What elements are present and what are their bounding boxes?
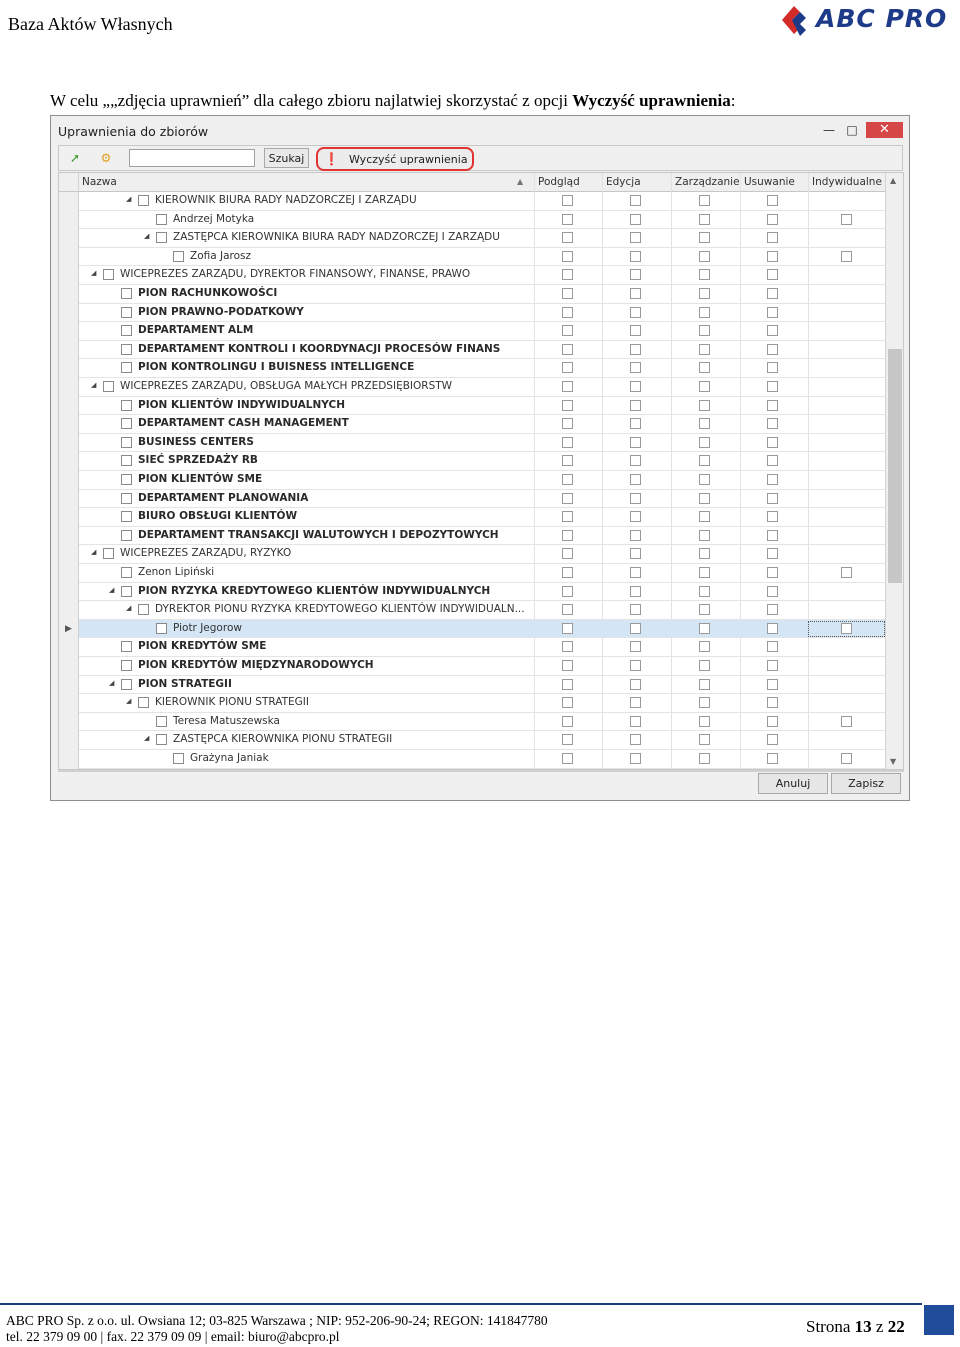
- permission-preview-checkbox[interactable]: [562, 381, 573, 392]
- row-checkbox[interactable]: [156, 214, 167, 225]
- clear-permissions-button[interactable]: [316, 147, 474, 171]
- permission-edit-checkbox[interactable]: [630, 623, 641, 634]
- row-name: DEPARTAMENT CASH MANAGEMENT: [138, 417, 349, 430]
- permission-manage-checkbox[interactable]: [699, 325, 710, 336]
- dialog-title: Uprawnienia do zbiorów: [58, 124, 209, 139]
- permission-edit-checkbox[interactable]: [630, 381, 641, 392]
- permission-preview-checkbox[interactable]: [562, 232, 573, 243]
- row-checkbox[interactable]: [121, 418, 132, 429]
- permission-delete-checkbox[interactable]: [767, 604, 778, 615]
- permission-preview-checkbox[interactable]: [562, 307, 573, 318]
- permission-edit-checkbox[interactable]: [630, 511, 641, 522]
- abc-pro-logo: [778, 2, 950, 38]
- permission-delete-checkbox[interactable]: [767, 214, 778, 225]
- page-current: 13: [854, 1317, 872, 1336]
- current-row-indicator-icon: ▶: [65, 624, 72, 634]
- column-header-name[interactable]: Nazwa: [78, 173, 534, 191]
- row-name: Piotr Jegorow: [173, 621, 242, 634]
- permission-manage-checkbox[interactable]: [699, 493, 710, 504]
- permission-preview-checkbox[interactable]: [562, 362, 573, 373]
- permission-edit-checkbox[interactable]: [630, 307, 641, 318]
- table-row[interactable]: [79, 434, 885, 453]
- table-row[interactable]: [79, 415, 885, 434]
- search-button[interactable]: Szukaj: [264, 148, 309, 168]
- expand-toggle-icon[interactable]: ◢: [91, 269, 97, 278]
- permission-edit-checkbox[interactable]: [630, 586, 641, 597]
- permission-delete-checkbox[interactable]: [767, 548, 778, 559]
- row-checkbox[interactable]: [156, 734, 167, 745]
- permission-preview-checkbox[interactable]: [562, 325, 573, 336]
- row-selector-column: [59, 173, 79, 770]
- permission-manage-checkbox[interactable]: [699, 586, 710, 597]
- permission-preview-checkbox[interactable]: [562, 530, 573, 541]
- row-checkbox[interactable]: [121, 400, 132, 411]
- permission-delete-checkbox[interactable]: [767, 511, 778, 522]
- permission-preview-checkbox[interactable]: [562, 716, 573, 727]
- permission-delete-checkbox[interactable]: [767, 586, 778, 597]
- permission-manage-checkbox[interactable]: [699, 381, 710, 392]
- permission-manage-checkbox[interactable]: [699, 753, 710, 764]
- table-row[interactable]: [79, 750, 885, 769]
- permission-manage-checkbox[interactable]: [699, 214, 710, 225]
- intro-bold-option: Wyczyść uprawnienia: [572, 91, 731, 110]
- expand-toggle-icon[interactable]: ◢: [91, 548, 97, 557]
- permission-edit-checkbox[interactable]: [630, 567, 641, 578]
- row-checkbox[interactable]: [156, 623, 167, 634]
- dialog-toolbar: [58, 145, 903, 171]
- row-name: Grażyna Janiak: [190, 752, 269, 764]
- permission-manage-checkbox[interactable]: [699, 437, 710, 448]
- permission-preview-checkbox[interactable]: [562, 753, 573, 764]
- column-header-individual[interactable]: Indywidualne: [808, 173, 885, 191]
- eraser-icon: ❗: [324, 152, 339, 166]
- permission-edit-checkbox[interactable]: [630, 362, 641, 373]
- permission-delete-checkbox[interactable]: [767, 623, 778, 634]
- permission-delete-checkbox[interactable]: [767, 530, 778, 541]
- column-header-preview[interactable]: Podgląd: [534, 173, 602, 191]
- table-row[interactable]: [79, 601, 885, 620]
- table-row[interactable]: [79, 527, 885, 546]
- table-row[interactable]: [79, 322, 885, 341]
- intro-paragraph: [50, 91, 735, 111]
- row-checkbox[interactable]: [121, 307, 132, 318]
- row-checkbox[interactable]: [103, 269, 114, 280]
- permission-edit-checkbox[interactable]: [630, 697, 641, 708]
- permission-manage-checkbox[interactable]: [699, 362, 710, 373]
- row-checkbox[interactable]: [156, 716, 167, 727]
- permission-manage-checkbox[interactable]: [699, 716, 710, 727]
- table-row[interactable]: [79, 713, 885, 732]
- scrollbar-thumb[interactable]: [888, 349, 902, 583]
- permission-preview-checkbox[interactable]: [562, 474, 573, 485]
- focused-cell: [808, 621, 885, 637]
- page-of: z: [875, 1317, 884, 1336]
- row-checkbox[interactable]: [121, 288, 132, 299]
- table-row[interactable]: [79, 229, 885, 248]
- table-row[interactable]: [79, 583, 885, 602]
- permission-preview-checkbox[interactable]: [562, 623, 573, 634]
- permission-manage-checkbox[interactable]: [699, 455, 710, 466]
- minimize-icon[interactable]: —: [823, 123, 835, 137]
- permission-individual-checkbox[interactable]: [841, 753, 852, 764]
- intro-colon: :: [730, 91, 736, 110]
- row-checkbox[interactable]: [121, 530, 132, 541]
- dialog-titlebar: [51, 116, 909, 144]
- row-name: PION KLIENTÓW INDYWIDUALNYCH: [138, 398, 345, 411]
- permission-manage-checkbox[interactable]: [699, 344, 710, 355]
- permission-delete-checkbox[interactable]: [767, 716, 778, 727]
- row-checkbox[interactable]: [121, 455, 132, 466]
- row-name: PION PRAWNO-PODATKOWY: [138, 305, 304, 318]
- permission-delete-checkbox[interactable]: [767, 455, 778, 466]
- permission-edit-checkbox[interactable]: [630, 418, 641, 429]
- row-name: PION KONTROLINGU I BUISNESS INTELLIGENCE: [138, 361, 415, 374]
- abc-pro-logo-mark-icon: [778, 2, 814, 38]
- permission-edit-checkbox[interactable]: [630, 269, 641, 280]
- row-checkbox[interactable]: [121, 325, 132, 336]
- footer-square-decoration: [924, 1305, 954, 1335]
- row-checkbox[interactable]: [121, 660, 132, 671]
- permission-preview-checkbox[interactable]: [562, 641, 573, 652]
- permission-preview-checkbox[interactable]: [562, 400, 573, 411]
- permission-delete-checkbox[interactable]: [767, 325, 778, 336]
- row-name: WICEPREZES ZARZĄDU, RYZYKO: [120, 547, 292, 560]
- cancel-button[interactable]: Anuluj: [758, 773, 828, 794]
- permission-delete-checkbox[interactable]: [767, 307, 778, 318]
- horizontal-scrollbar[interactable]: [58, 770, 904, 772]
- table-row[interactable]: [79, 359, 885, 378]
- row-checkbox[interactable]: [138, 604, 149, 615]
- permission-manage-checkbox[interactable]: [699, 400, 710, 411]
- permission-preview-checkbox[interactable]: [562, 344, 573, 355]
- permission-edit-checkbox[interactable]: [630, 716, 641, 727]
- permission-edit-checkbox[interactable]: [630, 214, 641, 225]
- row-name: SIEĆ SPRZEDAŻY RB: [138, 454, 258, 467]
- permission-preview-checkbox[interactable]: [562, 437, 573, 448]
- permission-manage-checkbox[interactable]: [699, 697, 710, 708]
- permission-individual-checkbox[interactable]: [841, 214, 852, 225]
- table-row[interactable]: [79, 731, 885, 750]
- scroll-up-icon[interactable]: ▲: [890, 176, 897, 185]
- permission-manage-checkbox[interactable]: [699, 660, 710, 671]
- permission-preview-checkbox[interactable]: [562, 493, 573, 504]
- permission-manage-checkbox[interactable]: [699, 288, 710, 299]
- row-name: Zofia Jarosz: [190, 249, 252, 262]
- permission-preview-checkbox[interactable]: [562, 418, 573, 429]
- permission-preview-checkbox[interactable]: [562, 697, 573, 708]
- row-checkbox[interactable]: [138, 697, 149, 708]
- row-checkbox[interactable]: [121, 344, 132, 355]
- permission-delete-checkbox[interactable]: [767, 251, 778, 262]
- permission-manage-checkbox[interactable]: [699, 734, 710, 745]
- table-row[interactable]: [79, 545, 885, 564]
- permission-manage-checkbox[interactable]: [699, 418, 710, 429]
- permission-preview-checkbox[interactable]: [562, 455, 573, 466]
- scroll-down-icon[interactable]: ▼: [890, 757, 897, 766]
- permission-manage-checkbox[interactable]: [699, 567, 710, 578]
- permission-edit-checkbox[interactable]: [630, 660, 641, 671]
- permission-manage-checkbox[interactable]: [699, 641, 710, 652]
- permission-delete-checkbox[interactable]: [767, 753, 778, 764]
- permissions-dialog: [50, 115, 910, 801]
- permission-edit-checkbox[interactable]: [630, 753, 641, 764]
- row-checkbox[interactable]: [173, 753, 184, 764]
- permission-manage-checkbox[interactable]: [699, 511, 710, 522]
- permission-preview-checkbox[interactable]: [562, 567, 573, 578]
- expand-toggle-icon[interactable]: ◢: [126, 195, 132, 203]
- permission-edit-checkbox[interactable]: [630, 455, 641, 466]
- permission-manage-checkbox[interactable]: [699, 679, 710, 690]
- permission-preview-checkbox[interactable]: [562, 288, 573, 299]
- permissions-grid: [58, 172, 904, 770]
- row-name: PION KREDYTÓW SME: [138, 640, 267, 653]
- permission-delete-checkbox[interactable]: [767, 288, 778, 299]
- permission-individual-checkbox[interactable]: [841, 716, 852, 727]
- clear-permissions-label: Wyczyść uprawnienia: [349, 153, 468, 166]
- permission-manage-checkbox[interactable]: [699, 548, 710, 559]
- permission-edit-checkbox[interactable]: [630, 251, 641, 262]
- permission-manage-checkbox[interactable]: [699, 232, 710, 243]
- permission-manage-checkbox[interactable]: [699, 530, 710, 541]
- table-row[interactable]: [79, 248, 885, 267]
- table-row[interactable]: [79, 285, 885, 304]
- table-row[interactable]: [79, 508, 885, 527]
- permission-delete-checkbox[interactable]: [767, 679, 778, 690]
- row-name: DEPARTAMENT TRANSAKCJI WALUTOWYCH I DEPOZYTOWYCH: [138, 528, 499, 541]
- row-name: Zenon Lipiński: [138, 566, 215, 578]
- permission-edit-checkbox[interactable]: [630, 679, 641, 690]
- permission-delete-checkbox[interactable]: [767, 381, 778, 392]
- intro-text: W celu „„zdjęcia uprawnień” dla całego zbioru najlatwiej skorzystać z opcji: [50, 91, 573, 110]
- page-total: 22: [887, 1317, 905, 1336]
- permission-delete-checkbox[interactable]: [767, 660, 778, 671]
- table-row[interactable]: [79, 694, 885, 713]
- footer-company-info: ABC PRO Sp. z o.o. ul. Owsiana 12; 03-825 Warszawa ; NIP: 952-206-90-24; REGON: 141847780: [6, 1313, 548, 1328]
- row-checkbox[interactable]: [156, 232, 167, 243]
- row-checkbox[interactable]: [138, 195, 149, 206]
- close-icon[interactable]: ✕: [866, 122, 903, 138]
- permission-edit-checkbox[interactable]: [630, 437, 641, 448]
- permission-delete-checkbox[interactable]: [767, 344, 778, 355]
- permission-edit-checkbox[interactable]: [630, 548, 641, 559]
- permission-preview-checkbox[interactable]: [562, 195, 573, 206]
- save-button[interactable]: Zapisz: [831, 773, 901, 794]
- document-header-title: Baza Aktów Własnych: [8, 14, 173, 34]
- permission-individual-checkbox[interactable]: [841, 567, 852, 578]
- permission-preview-checkbox[interactable]: [562, 548, 573, 559]
- permission-manage-checkbox[interactable]: [699, 623, 710, 634]
- footer-contact-info: tel. 22 379 09 00 | fax. 22 379 09 09 | email: biuro@abcpro.pl: [6, 1329, 340, 1344]
- permission-preview-checkbox[interactable]: [562, 251, 573, 262]
- permission-edit-checkbox[interactable]: [630, 400, 641, 411]
- table-row[interactable]: [79, 378, 885, 397]
- permission-delete-checkbox[interactable]: [767, 400, 778, 411]
- row-name: PION KREDYTÓW MIĘDZYNARODOWYCH: [138, 659, 374, 671]
- row-name: BUSINESS CENTERS: [138, 435, 254, 448]
- row-name: DYREKTOR PIONU RYZYKA KREDYTOWEGO KLIENTÓW INDYWIDUALN...: [155, 603, 525, 616]
- permission-manage-checkbox[interactable]: [699, 474, 710, 485]
- row-checkbox[interactable]: [121, 493, 132, 504]
- sort-ascending-icon: ▲: [517, 177, 524, 186]
- row-checkbox[interactable]: [173, 251, 184, 262]
- table-row[interactable]: [79, 266, 885, 285]
- page-word: Strona: [806, 1317, 851, 1336]
- permission-manage-checkbox[interactable]: [699, 604, 710, 615]
- table-row[interactable]: [79, 471, 885, 490]
- permission-manage-checkbox[interactable]: [699, 307, 710, 318]
- row-name: PION RYZYKA KREDYTOWEGO KLIENTÓW INDYWIDUALNYCH: [138, 584, 491, 597]
- row-name: DEPARTAMENT PLANOWANIA: [138, 491, 309, 504]
- row-checkbox[interactable]: [103, 381, 114, 392]
- row-name: PION KLIENTÓW SME: [138, 473, 263, 485]
- row-name: DEPARTAMENT ALM: [138, 324, 254, 337]
- permission-preview-checkbox[interactable]: [562, 734, 573, 745]
- row-checkbox[interactable]: [121, 474, 132, 485]
- permission-edit-checkbox[interactable]: [630, 641, 641, 652]
- page-number: [806, 1317, 905, 1337]
- row-checkbox[interactable]: [121, 567, 132, 578]
- permission-delete-checkbox[interactable]: [767, 437, 778, 448]
- row-checkbox[interactable]: [121, 362, 132, 373]
- expand-toggle-icon[interactable]: ◢: [144, 232, 150, 241]
- permission-delete-checkbox[interactable]: [767, 418, 778, 429]
- column-header-manage[interactable]: Zarządzanie: [671, 173, 740, 191]
- row-name: KIEROWNIK BIURA RADY NADZORCZEJ I ZARZĄDU: [155, 194, 417, 206]
- search-input[interactable]: [129, 149, 255, 167]
- permission-edit-checkbox[interactable]: [630, 493, 641, 504]
- row-checkbox[interactable]: [121, 679, 132, 690]
- row-checkbox[interactable]: [121, 511, 132, 522]
- table-row[interactable]: [79, 304, 885, 323]
- row-name: Teresa Matuszewska: [173, 714, 280, 727]
- row-name: PION RACHUNKOWOŚCI: [138, 287, 278, 299]
- table-row[interactable]: [79, 564, 885, 583]
- permission-manage-checkbox[interactable]: [699, 251, 710, 262]
- permission-preview-checkbox[interactable]: [562, 214, 573, 225]
- table-row[interactable]: [79, 490, 885, 509]
- column-header-edit[interactable]: Edycja: [602, 173, 671, 191]
- permission-edit-checkbox[interactable]: [630, 474, 641, 485]
- row-name: WICEPREZES ZARZĄDU, OBSŁUGA MAŁYCH PRZEDSIĘBIORSTW: [120, 380, 453, 392]
- expand-toggle-icon[interactable]: ◢: [144, 734, 150, 743]
- permission-preview-checkbox[interactable]: [562, 269, 573, 280]
- row-name: KIEROWNIK PIONU STRATEGII: [155, 696, 309, 709]
- row-name: Andrzej Motyka: [173, 212, 255, 225]
- row-checkbox[interactable]: [121, 641, 132, 652]
- permission-edit-checkbox[interactable]: [630, 734, 641, 745]
- table-row[interactable]: [79, 397, 885, 416]
- footer-divider: [0, 1303, 922, 1305]
- grid-header: [59, 173, 885, 192]
- permission-delete-checkbox[interactable]: [767, 493, 778, 504]
- permission-edit-checkbox[interactable]: [630, 325, 641, 336]
- vertical-scrollbar[interactable]: [885, 173, 904, 769]
- permission-individual-checkbox[interactable]: [841, 251, 852, 262]
- permission-delete-checkbox[interactable]: [767, 362, 778, 373]
- permission-preview-checkbox[interactable]: [562, 511, 573, 522]
- row-checkbox[interactable]: [121, 437, 132, 448]
- table-row[interactable]: [79, 452, 885, 471]
- table-row[interactable]: [79, 211, 885, 230]
- row-name: PION STRATEGII: [138, 677, 232, 690]
- permission-manage-checkbox[interactable]: [699, 269, 710, 280]
- permission-edit-checkbox[interactable]: [630, 232, 641, 243]
- permission-edit-checkbox[interactable]: [630, 288, 641, 299]
- row-name: WICEPREZES ZARZĄDU, DYREKTOR FINANSOWY, FINANSE, PRAWO: [120, 268, 471, 281]
- expand-toggle-icon[interactable]: ◢: [126, 697, 132, 706]
- settings-icon[interactable]: ⚙: [100, 151, 112, 165]
- permission-delete-checkbox[interactable]: [767, 195, 778, 206]
- expand-toggle-icon[interactable]: ◢: [91, 381, 97, 389]
- permission-preview-checkbox[interactable]: [562, 679, 573, 690]
- permission-edit-checkbox[interactable]: [630, 530, 641, 541]
- maximize-icon[interactable]: □: [846, 123, 858, 137]
- permission-delete-checkbox[interactable]: [767, 232, 778, 243]
- expand-toggle-icon[interactable]: ◢: [109, 678, 115, 687]
- row-checkbox[interactable]: [121, 586, 132, 597]
- permission-delete-checkbox[interactable]: [767, 567, 778, 578]
- table-row[interactable]: [79, 192, 885, 211]
- row-name: ZASTĘPCA KIEROWNIKA BIURA RADY NADZORCZEJ I ZARZĄDU: [173, 231, 500, 244]
- table-row[interactable]: [79, 676, 885, 695]
- permission-preview-checkbox[interactable]: [562, 586, 573, 597]
- row-name: BIURO OBSŁUGI KLIENTÓW: [138, 510, 298, 523]
- table-row[interactable]: [79, 638, 885, 657]
- row-name: DEPARTAMENT KONTROLI I KOORDYNACJI PROCESÓW FINANS: [138, 342, 501, 355]
- permission-edit-checkbox[interactable]: [630, 604, 641, 615]
- table-row[interactable]: [79, 620, 885, 639]
- row-name: ZASTĘPCA KIEROWNIKA PIONU STRATEGII: [173, 733, 393, 746]
- permission-delete-checkbox[interactable]: [767, 734, 778, 745]
- permission-delete-checkbox[interactable]: [767, 697, 778, 708]
- refresh-icon[interactable]: ➚: [69, 151, 81, 165]
- permission-manage-checkbox[interactable]: [699, 195, 710, 206]
- permission-preview-checkbox[interactable]: [562, 604, 573, 615]
- permission-preview-checkbox[interactable]: [562, 660, 573, 671]
- expand-toggle-icon[interactable]: ◢: [126, 604, 132, 613]
- permission-delete-checkbox[interactable]: [767, 474, 778, 485]
- permission-edit-checkbox[interactable]: [630, 344, 641, 355]
- logo-text: ABC PRO: [816, 4, 948, 33]
- expand-toggle-icon[interactable]: ◢: [109, 585, 115, 594]
- permission-delete-checkbox[interactable]: [767, 269, 778, 280]
- row-checkbox[interactable]: [103, 548, 114, 559]
- permission-edit-checkbox[interactable]: [630, 195, 641, 206]
- table-row[interactable]: [79, 341, 885, 360]
- permission-delete-checkbox[interactable]: [767, 641, 778, 652]
- table-row[interactable]: [79, 657, 885, 676]
- column-header-delete[interactable]: Usuwanie: [740, 173, 808, 191]
